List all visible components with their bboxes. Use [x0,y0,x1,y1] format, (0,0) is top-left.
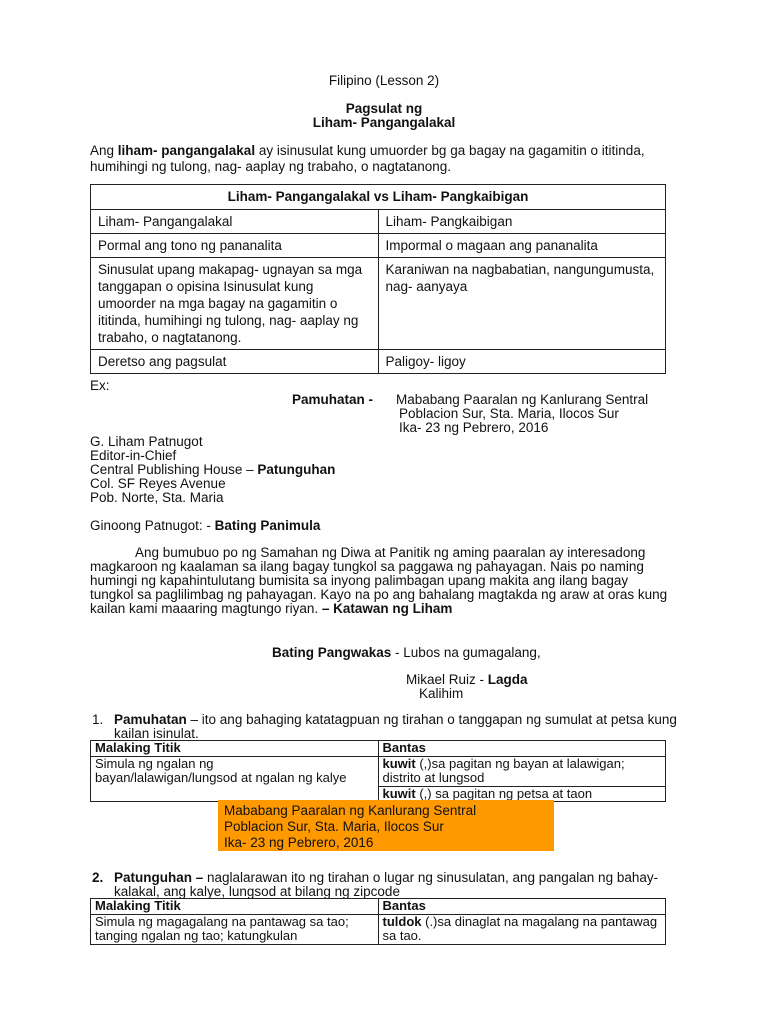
comparison-table-header: Liham- Pangangalakal vs Liham- Pangkaibigan [91,185,666,210]
list-item [92,712,680,741]
table-header: Bantas [378,899,666,915]
table-cell: Impormal o magaan ang pananalita [378,234,666,258]
signature-name: Mikael Ruiz - [406,672,488,687]
table-row [91,899,666,915]
comparison-table [90,184,666,374]
table-row [91,350,666,374]
table-cell [378,756,666,786]
bating-panimula-text: Ginoong Patnugot: - [90,518,215,533]
patunguhan-company: Central Publishing House – [90,462,258,477]
patunguhan-line: Pob. Norte, Sta. Maria [90,490,224,505]
patunguhan-line: Editor-in-Chief [90,448,177,463]
patunguhan-line: Col. SF Reyes Avenue [90,476,226,491]
table-cell: Liham- Pangkaibigan [378,210,666,234]
intro-paragraph [90,143,670,175]
table-cell: Simula ng magagalang na pantawag sa tao; tanging ngalan ng tao; katungkulan [91,914,379,944]
patunguhan-label: Patunguhan [257,462,336,477]
ex-label: Ex: [90,378,110,393]
list-number: 1. [92,712,104,727]
pamuhatan-label: Pamuhatan - [292,392,374,407]
table-row [91,756,666,786]
bating-pangwakas-text: - Lubos na gumagalang, [391,645,541,660]
table-header: Malaking Titik [91,899,379,915]
table-cell: Karaniwan na nagbabatian, nangungumusta, nag- aanyaya [378,258,666,350]
lagda-label: Lagda [487,672,528,687]
list-item [92,870,680,899]
table-row [91,741,666,757]
pamuhatan-line: Mababang Paaralan ng Kanlurang Sentral [396,392,649,407]
patunguhan-line: G. Liham Patnugot [90,434,203,449]
table-row [91,914,666,944]
table-header: Malaking Titik [91,741,379,757]
table-row [91,210,666,234]
list-term: Pamuhatan [114,712,187,727]
list-text: – ito ang bahaging katatagpuan ng tirahan o tanggapan ng sumulat at petsa kung kailan isinulat. [114,712,677,741]
bating-pangwakas [272,645,541,661]
bating-panimula [90,518,320,534]
table-header: Bantas [378,741,666,757]
list-term: Patunguhan – [114,870,204,885]
highlight-example [218,800,554,851]
table-cell: Pormal ang tono ng pananalita [91,234,379,258]
intro-rest: ay isinusulat kung umuorder bg ga bagay na gagamitin o ititinda, humihingi ng tulong, nag- aaplay ng trabaho, o nagtatanong. [90,143,645,174]
highlight-line: Mababang Paaralan ng Kanlurang Sentral [224,803,477,818]
list-text: naglalarawan ito ng tirahan o lugar ng sinusulatan, ang pangalan ng bahay- kalakal, ang kalye, lungsod at bilang ng zipcode [114,870,659,899]
bantas-text: (,)sa pagitan ng bayan at lalawigan; distrito at lungsod [382,755,625,785]
bating-pangwakas-label: Bating Pangwakas [272,645,392,660]
bating-panimula-label: Bating Panimula [214,518,321,533]
pamuhatan-line: Poblacion Sur, Sta. Maria, Ilocos Sur [399,406,619,421]
signature-title: Kalihim [419,686,464,701]
intro-term: liham- pangangalakal [117,143,256,158]
table-cell: Deretso ang pagsulat [91,350,379,374]
intro-prefix: Ang [90,143,118,158]
heading-line1: Pagsulat ng [345,101,423,116]
bantas-bold: kuwit [382,755,416,771]
heading-line2: Liham- Pangangalakal [312,115,456,130]
pamuhatan-rules-table [90,740,666,802]
bantas-text: (.)sa dinaglat na magalang na pantawag sa tao. [382,913,658,943]
table-cell [378,914,666,944]
table-row [91,258,666,350]
bantas-text: (,) sa pagitan ng petsa at taon [415,785,593,801]
table-cell: Sinusulat upang makapag- ugnayan sa mga tanggapan o opisina Isinusulat kung umoorder na mga bagay na gagamitin o ititinda, humihingi ng tulong, nag- aaplay ng trabaho, o nagtatanong. [91,258,379,350]
katawan-label: – Katawan ng Liham [321,601,453,616]
bantas-bold: kuwit [382,785,416,801]
table-cell: Paligoy- ligoy [378,350,666,374]
bantas-bold: tuldok [382,913,422,929]
highlight-line: Ika- 23 ng Pebrero, 2016 [224,835,374,850]
patunguhan-rules-table [90,898,666,945]
pamuhatan-line: Ika- 23 ng Pebrero, 2016 [399,420,549,435]
table-row [91,234,666,258]
letter-body [90,546,672,616]
list-number: 2. [92,870,104,885]
letter-body-text: Ang bumubuo po ng Samahan ng Diwa at Panitik ng aming paaralan ay interesadong magkaroon ng kaalaman sa ilang bagay tungkol sa paggawa ng pahayagan. Nais po naming humingi ng kapahintulutang bumisita sa inyong palimbagan upang makita ang ilang bagay tungkol sa paglilimbag ng pahayagan. Kayo na po ang bahalang magtakda ng araw at oras kung kailan kami maaaring magtungo riyan. [90,545,668,616]
highlight-line: Poblacion Sur, Sta. Maria, Ilocos Sur [224,819,444,834]
table-cell: Simula ng ngalan ng bayan/lalawigan/lungsod at ngalan ng kalye [91,756,379,802]
table-cell: Liham- Pangangalakal [91,210,379,234]
lesson-title: Filipino (Lesson 2) [328,73,440,88]
